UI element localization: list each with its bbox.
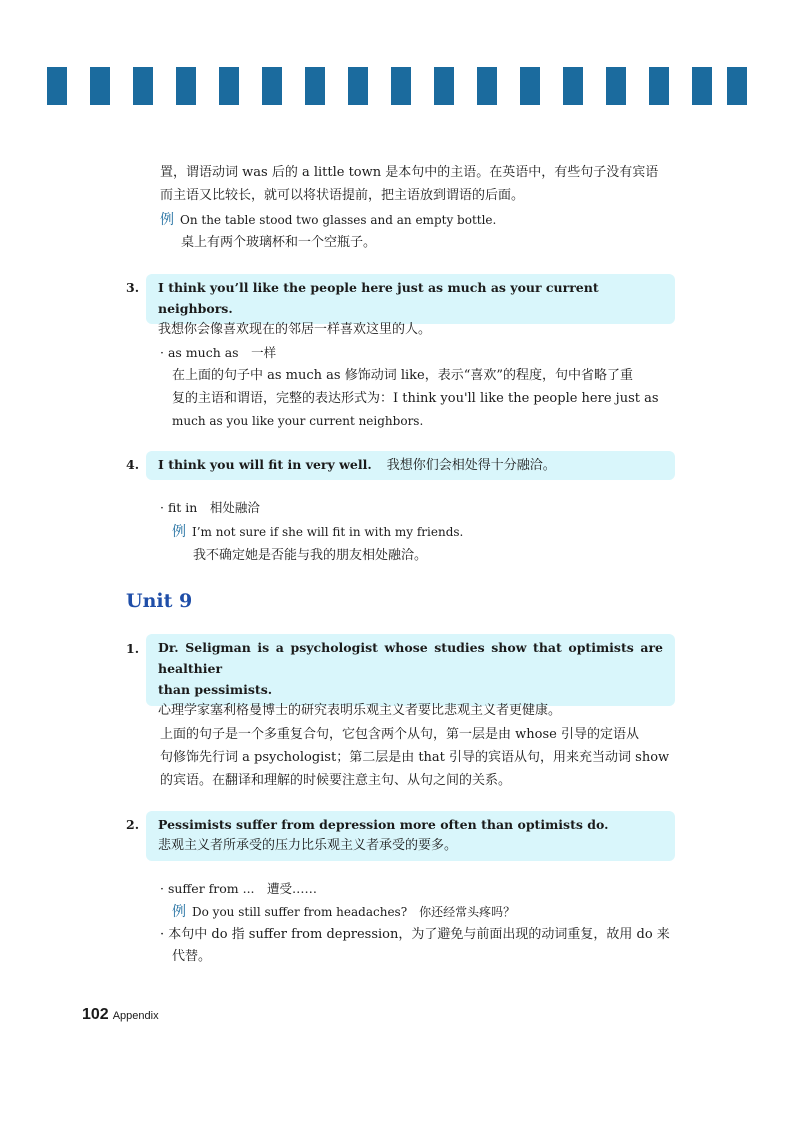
paragraph-line: 置，谓语动词 was 后的 a little town 是本句中的主语。在英语中，有些句子没有宾语 [160, 165, 659, 180]
key-sentence-box [146, 634, 675, 718]
explanation-line: 句修饰先行词 a psychologist；第二层是由 that 引导的宾语从句，用来充当动词 show [160, 750, 670, 765]
example-zh: 桌上有两个玻璃杯和一个空瓶子。 [181, 235, 377, 250]
stripe-block [727, 67, 747, 105]
stripe-block [692, 67, 712, 105]
stripe-block [305, 67, 325, 105]
item-number: 4. [126, 457, 140, 472]
stripe-block [133, 67, 153, 105]
bullet-point: · as much as 一样 [160, 345, 277, 360]
item-number: 2. [126, 817, 140, 832]
stripe-block [348, 67, 368, 105]
key-sentence-zh: 我想你们会相处得十分融洽。 [386, 458, 556, 473]
example-line [172, 521, 463, 543]
example-line [172, 901, 515, 923]
header-stripe-bar [47, 67, 747, 105]
key-sentence-zh: 悲观主义者所承受的压力比乐观主义者承受的要多。 [158, 838, 458, 853]
explanation-line: 复的主语和谓语，完整的表达形式为：I think you'll like the people here just as [172, 391, 659, 406]
key-sentence-en: than pessimists. [158, 682, 273, 697]
bullet-continuation: 代替。 [172, 949, 212, 964]
key-sentence-en: I think you’ll like the people here just as much as your current neighbors. [158, 280, 599, 316]
explanation-line: 上面的句子是一个多重复合句，它包含两个从句，第一层是由 whose 引导的定语从 [160, 727, 639, 742]
example-line [160, 209, 496, 231]
stripe-block [520, 67, 540, 105]
item-number: 1. [126, 641, 140, 656]
key-sentence-en: Pessimists suffer from depression more often than optimists do. [158, 817, 609, 832]
key-sentence-zh: 我想你会像喜欢现在的邻居一样喜欢这里的人。 [158, 322, 432, 337]
example-en: On the table stood two glasses and an empty bottle. [180, 213, 497, 227]
stripe-block [176, 67, 196, 105]
stripe-block [606, 67, 626, 105]
paragraph-line: 而主语又比较长，就可以将状语提前，把主语放到谓语的后面。 [160, 188, 525, 203]
example-zh: 我不确定她是否能与我的朋友相处融洽。 [193, 548, 428, 563]
example-mark: 例 [160, 212, 174, 228]
stripe-block [477, 67, 497, 105]
stripe-block [563, 67, 583, 105]
key-sentence-zh: 心理学家塞利格曼博士的研究表明乐观主义者要比悲观主义者更健康。 [158, 703, 562, 718]
key-sentence-box [146, 451, 675, 480]
example-text: Do you still suffer from headaches? 你还经常头疼吗？ [192, 905, 516, 919]
key-sentence-box [146, 811, 675, 861]
stripe-block [434, 67, 454, 105]
unit-title: Unit 9 [126, 590, 193, 612]
bullet-point: · fit in 相处融洽 [160, 500, 260, 515]
stripe-block [649, 67, 669, 105]
bullet-point: · suffer from ... 遭受…… [160, 881, 318, 896]
bullet-point: · 本句中 do 指 suffer from depression，为了避免与前面出现的动词重复，故用 do 来 [160, 927, 670, 942]
example-en: I’m not sure if she will fit in with my friends. [192, 525, 464, 539]
key-sentence-en: Dr. Seligman is a psychologist whose studies show that optimists are healthier [158, 640, 663, 676]
explanation-line: 的宾语。在翻译和理解的时候要注意主句、从句之间的关系。 [160, 773, 512, 788]
page-footer [82, 1006, 159, 1024]
page-number: 102 [82, 1006, 109, 1023]
item-number: 3. [126, 280, 140, 295]
key-sentence-en: I think you will fit in very well. [158, 457, 372, 472]
stripe-block [391, 67, 411, 105]
example-mark: 例 [172, 524, 186, 540]
explanation-line: much as you like your current neighbors. [172, 414, 424, 428]
key-sentence-box [146, 274, 675, 337]
section-label: Appendix [112, 1010, 159, 1022]
stripe-block [47, 67, 67, 105]
stripe-block [219, 67, 239, 105]
stripe-block [90, 67, 110, 105]
explanation-line: 在上面的句子中 as much as 修饰动词 like，表示“喜欢”的程度，句中省略了重 [172, 368, 634, 383]
example-mark: 例 [172, 904, 186, 920]
stripe-block [262, 67, 282, 105]
